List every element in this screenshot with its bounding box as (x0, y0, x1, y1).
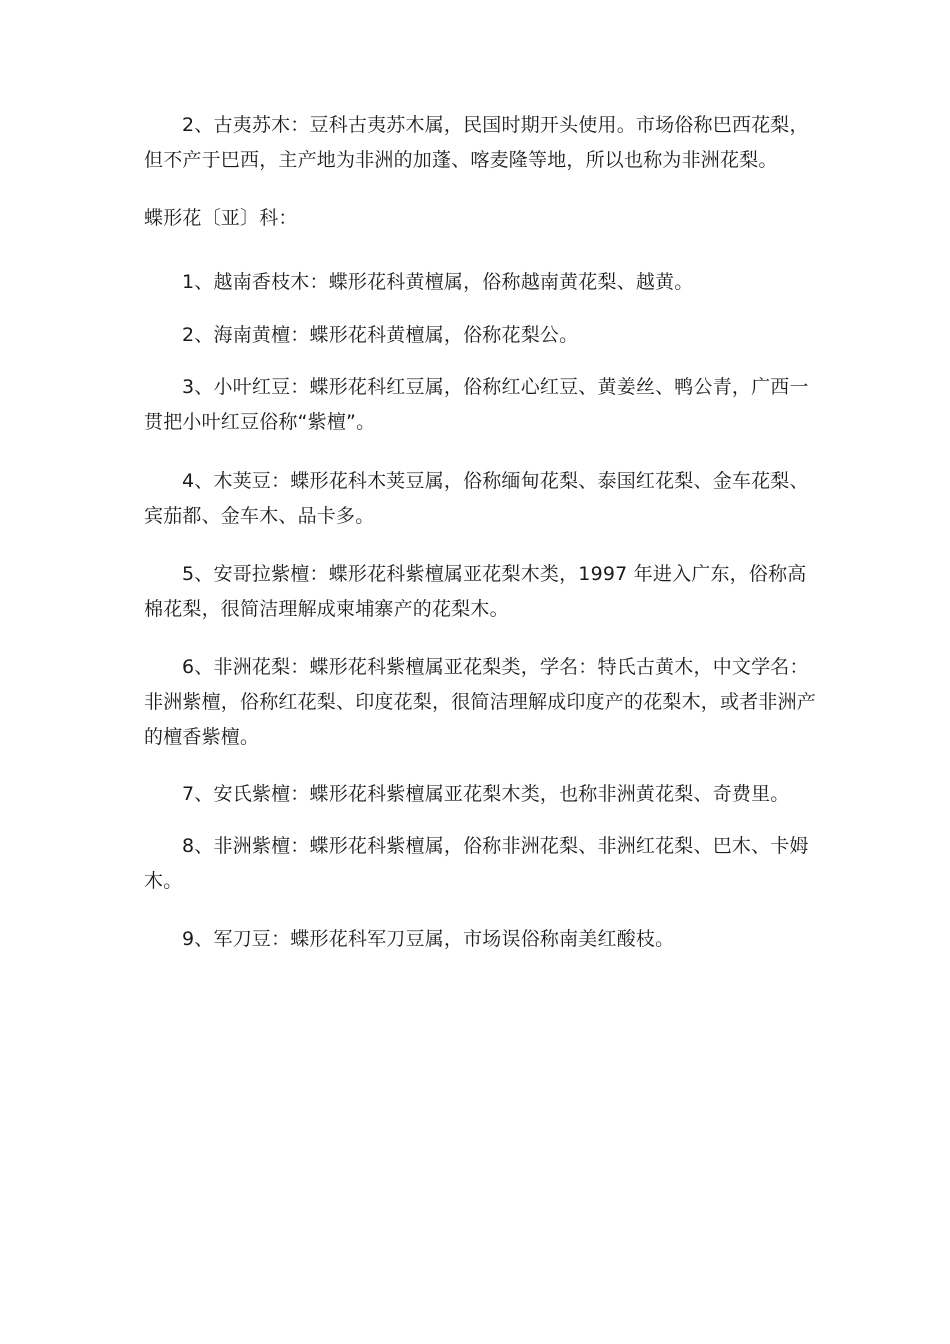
list-item-7: 7、安氏紫檀：蝶形花科紫檀属亚花梨木类，也称非洲黄花梨、奇费里。 (182, 783, 790, 805)
list-item-4: 4、木荚豆：蝶形花科木荚豆属，俗称缅甸花梨、泰国红花梨、金车花梨、宾茄都、金车木、品卡多。 (144, 470, 809, 527)
list-item-9: 9、军刀豆：蝶形花科军刀豆属，市场误俗称南美红酸枝。 (182, 928, 675, 950)
list-item-3: 3、小叶红豆：蝶形花科红豆属，俗称红心红豆、黄姜丝、鸭公青，广西一贯把小叶红豆俗称“紫檀”。 (144, 376, 809, 433)
section-heading-papilionoideae: 蝶形花〔亚〕科： (144, 207, 298, 229)
list-item-8: 8、非洲紫檀：蝶形花科紫檀属，俗称非洲花梨、非洲红花梨、巴木、卡姆木。 (144, 835, 809, 892)
list-item-5: 5、安哥拉紫檀：蝶形花科紫檀属亚花梨木类，1997 年进入广东，俗称高棉花梨，很简洁理解成柬埔寨产的花梨木。 (144, 563, 807, 620)
list-item-6: 6、非洲花梨：蝶形花科紫檀属亚花梨类，学名：特氏古黄木，中文学名：非洲紫檀，俗称红花梨、印度花梨，很简洁理解成印度产的花梨木，或者非洲产的檀香紫檀。 (144, 656, 817, 748)
paragraph-gu-yi-su-mu: 2、古夷苏木：豆科古夷苏木属，民国时期开头使用。市场俗称巴西花梨，但不产于巴西，主产地为非洲的加蓬、喀麦隆等地，所以也称为非洲花梨。 (144, 114, 809, 171)
list-item-1: 1、越南香枝木：蝶形花科黄檀属，俗称越南黄花梨、越黄。 (182, 271, 694, 293)
list-item-2: 2、海南黄檀：蝶形花科黄檀属，俗称花梨公。 (182, 324, 579, 346)
